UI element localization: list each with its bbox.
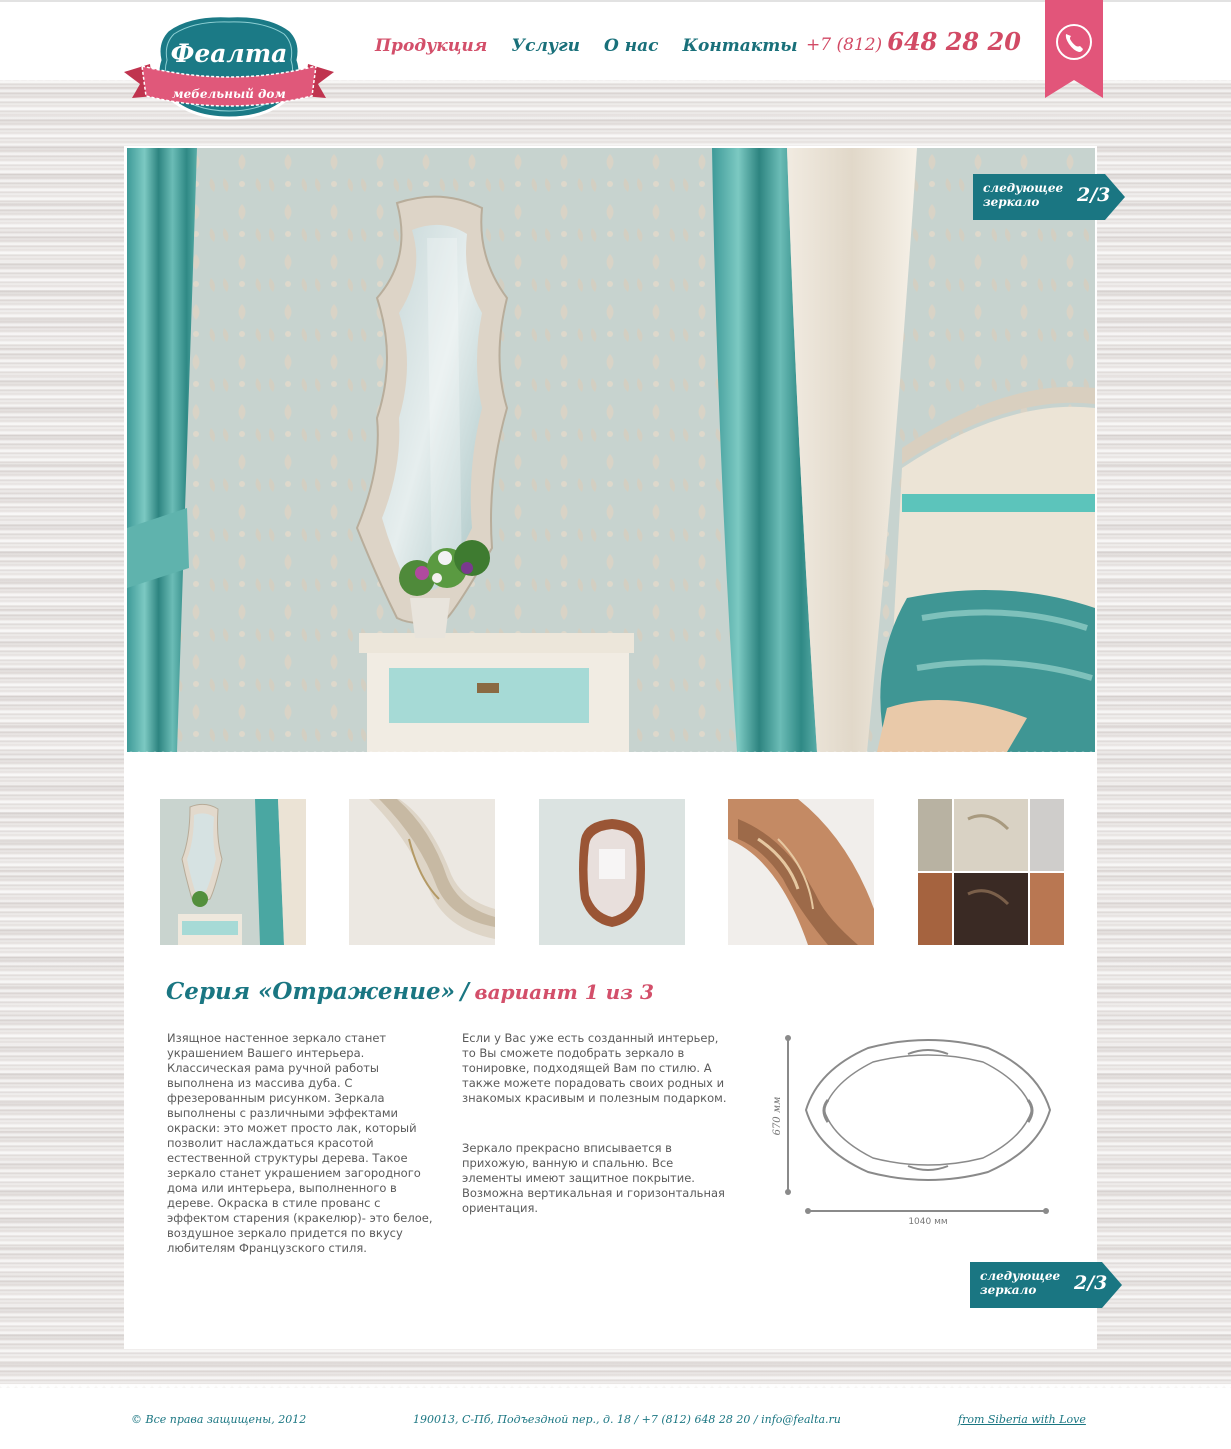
site-logo[interactable] xyxy=(120,12,338,124)
next-mirror-button-top[interactable] xyxy=(973,174,1127,220)
brand-name: Феалта xyxy=(170,39,288,68)
thumbnail-gallery xyxy=(160,799,1064,945)
header-phone[interactable] xyxy=(806,27,1021,56)
width-dimension-label: 1040 мм xyxy=(908,1217,948,1227)
description-text-3: Зеркало прекрасно вписывается в прихожую, ванную и спальню. Все элементы имеют защитное покрытие. Возможна вертикальная и горизонтальная ориентация. xyxy=(462,1141,725,1215)
brand-tagline: мебельный дом xyxy=(172,87,286,101)
series-name: Серия «Отражение» xyxy=(166,978,455,1005)
phone-code: +7 (812) xyxy=(806,35,883,55)
thumbnail-1[interactable] xyxy=(160,799,306,945)
next-mirror-label: следующее зеркало xyxy=(980,1269,1061,1297)
site-footer xyxy=(0,1388,1231,1449)
call-ribbon-button[interactable] xyxy=(1045,0,1103,98)
copyright-text: © Все права защищены, 2012 xyxy=(131,1413,307,1426)
nav-item-products[interactable]: Продукция xyxy=(375,36,488,56)
next-mirror-button-bottom[interactable] xyxy=(970,1262,1124,1308)
nav-item-about[interactable]: О нас xyxy=(604,36,659,56)
nav-item-services[interactable]: Услуги xyxy=(511,36,581,56)
nav-item-contacts[interactable]: Контакты xyxy=(682,36,798,56)
description-text-1: Изящное настенное зеркало станет украшением Вашего интерьера. Классическая рама ручной работы выполнена из массива дуба. С фрезерованным рисунком. Зеркала выполнены с различными эффектами окраски: это может просто лак, который позволит наслаждаться красотой естественной структуры дерева. Такое зеркало станет украшением загородного дома или интерьера, выполненного в дереве. Окраска в стиле прованс с эффектом старения (кракелюр)- это белое, воздушное зеркало придется по вкусу любителям Французского стиля. xyxy=(167,1031,433,1255)
phone-number: 648 28 20 xyxy=(887,27,1021,56)
main-nav xyxy=(375,36,822,60)
thumbnail-2[interactable] xyxy=(349,799,495,945)
thumbnail-3[interactable] xyxy=(539,799,685,945)
credit-link[interactable]: from Siberia with Love xyxy=(958,1413,1086,1426)
dimension-drawing xyxy=(768,1030,1058,1230)
description-text-2: Если у Вас уже есть созданный интерьер, то Вы сможете подобрать зеркало в тонировке, подходящей Вам по стилю. А также можете порадовать своих родных и знакомых красивым и полезным подарком. xyxy=(462,1031,727,1105)
next-mirror-label: следующее зеркало xyxy=(983,181,1064,209)
title-separator: / xyxy=(460,978,469,1005)
variant-label: вариант 1 из 3 xyxy=(474,980,654,1004)
contact-address: 190013, С-Пб, Подъездной пер., д. 18 / +7 (812) 648 28 20 / info@fealta.ru xyxy=(413,1413,841,1426)
next-mirror-count: 2/3 xyxy=(1077,184,1111,206)
hero-scalloped-edge xyxy=(127,748,1095,756)
height-dimension-label: 670 мм xyxy=(772,1096,783,1136)
hero-photo xyxy=(127,148,1095,752)
next-mirror-count: 2/3 xyxy=(1074,1272,1108,1294)
product-title xyxy=(166,978,654,1005)
thumbnail-4[interactable] xyxy=(728,799,874,945)
thumbnail-5[interactable] xyxy=(918,799,1064,945)
